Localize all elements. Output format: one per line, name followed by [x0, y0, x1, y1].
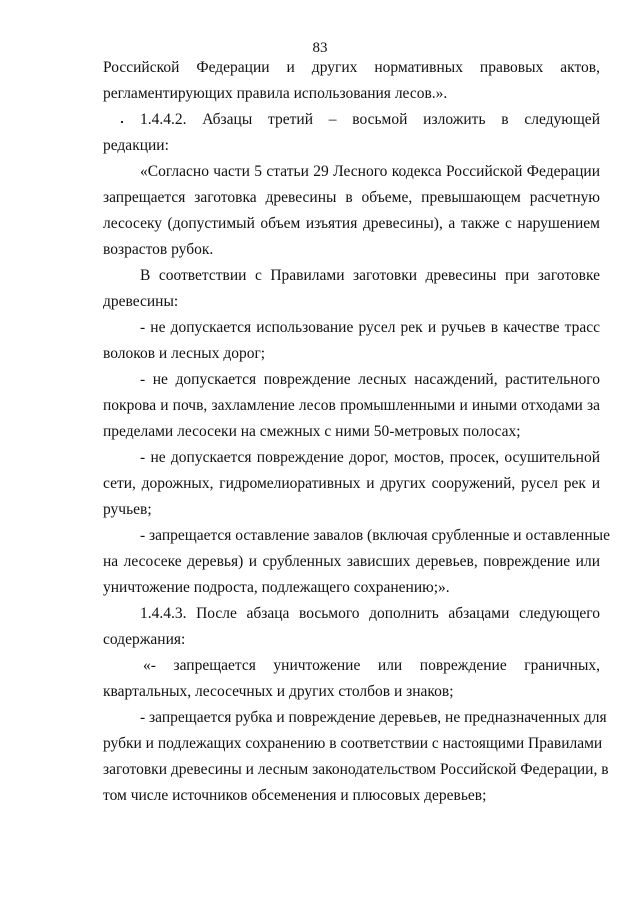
text-line: том числе источников обсеменения и плюсовых деревьев; [103, 787, 487, 804]
text-line: лесосеку (допустимый объем изъятия древесины), а также с нарушением [103, 215, 600, 232]
text-line: 1.4.4.3. После абзаца восьмого дополнить абзацами следующего [140, 605, 600, 622]
text-line: «Согласно части 5 статьи 29 Лесного кодекса Российской Федерации [140, 163, 600, 180]
text-line: древесины: [103, 293, 179, 310]
page-number: 83 [312, 40, 328, 56]
text-line: - не допускается повреждение дорог, мостов, просек, осушительной [140, 449, 600, 466]
text-line: редакции: [103, 137, 169, 154]
text-line: уничтожение подроста, подлежащего сохранению;». [103, 579, 450, 596]
text-line: «- запрещается уничтожение или повреждение граничных, [143, 657, 600, 674]
text-line: возрастов рубок. [103, 241, 214, 258]
text-line: на лесосеке деревья) и срубленных зависших деревьев, повреждение или [103, 553, 600, 570]
text-line: квартальных, лесосечных и других столбов и знаков; [103, 683, 454, 700]
text-line: покрова и почв, захламление лесов промышленными и иными отходами за [103, 397, 600, 414]
text-line: пределами лесосеки на смежных с ними 50-метровых полосах; [103, 423, 521, 440]
text-line: рубки и подлежащих сохранению в соответствии с настоящими Правилами [103, 735, 603, 752]
scan-mark [121, 121, 123, 123]
text-line: - не допускается использование русел рек и ручьев в качестве трасс [140, 319, 600, 336]
text-line: - запрещается рубка и повреждение деревьев, не предназначенных для [140, 709, 607, 726]
text-line: запрещается заготовка древесины в объеме, превышающем расчетную [103, 189, 600, 206]
text-line: В соответствии с Правилами заготовки древесины при заготовке [140, 267, 600, 284]
text-line: заготовки древесины и лесным законодательством Российской Федерации, в [103, 761, 609, 778]
text-line: Российской Федерации и других нормативных правовых актов, [103, 59, 600, 76]
text-line: 1.4.4.2. Абзацы третий – восьмой изложить в следующей [140, 111, 600, 128]
text-line: сети, дорожных, гидромелиоративных и других сооружений, русел рек и [103, 475, 600, 492]
text-line: - запрещается оставление завалов (включая срубленные и оставленные [140, 527, 610, 544]
text-line: - не допускается повреждение лесных насаждений, растительного [140, 371, 600, 388]
text-line: содержания: [103, 631, 186, 648]
text-line: ручьев; [103, 501, 152, 518]
text-line: регламентирующих правила использования лесов.». [103, 85, 448, 102]
text-line: волоков и лесных дорог; [103, 345, 266, 362]
